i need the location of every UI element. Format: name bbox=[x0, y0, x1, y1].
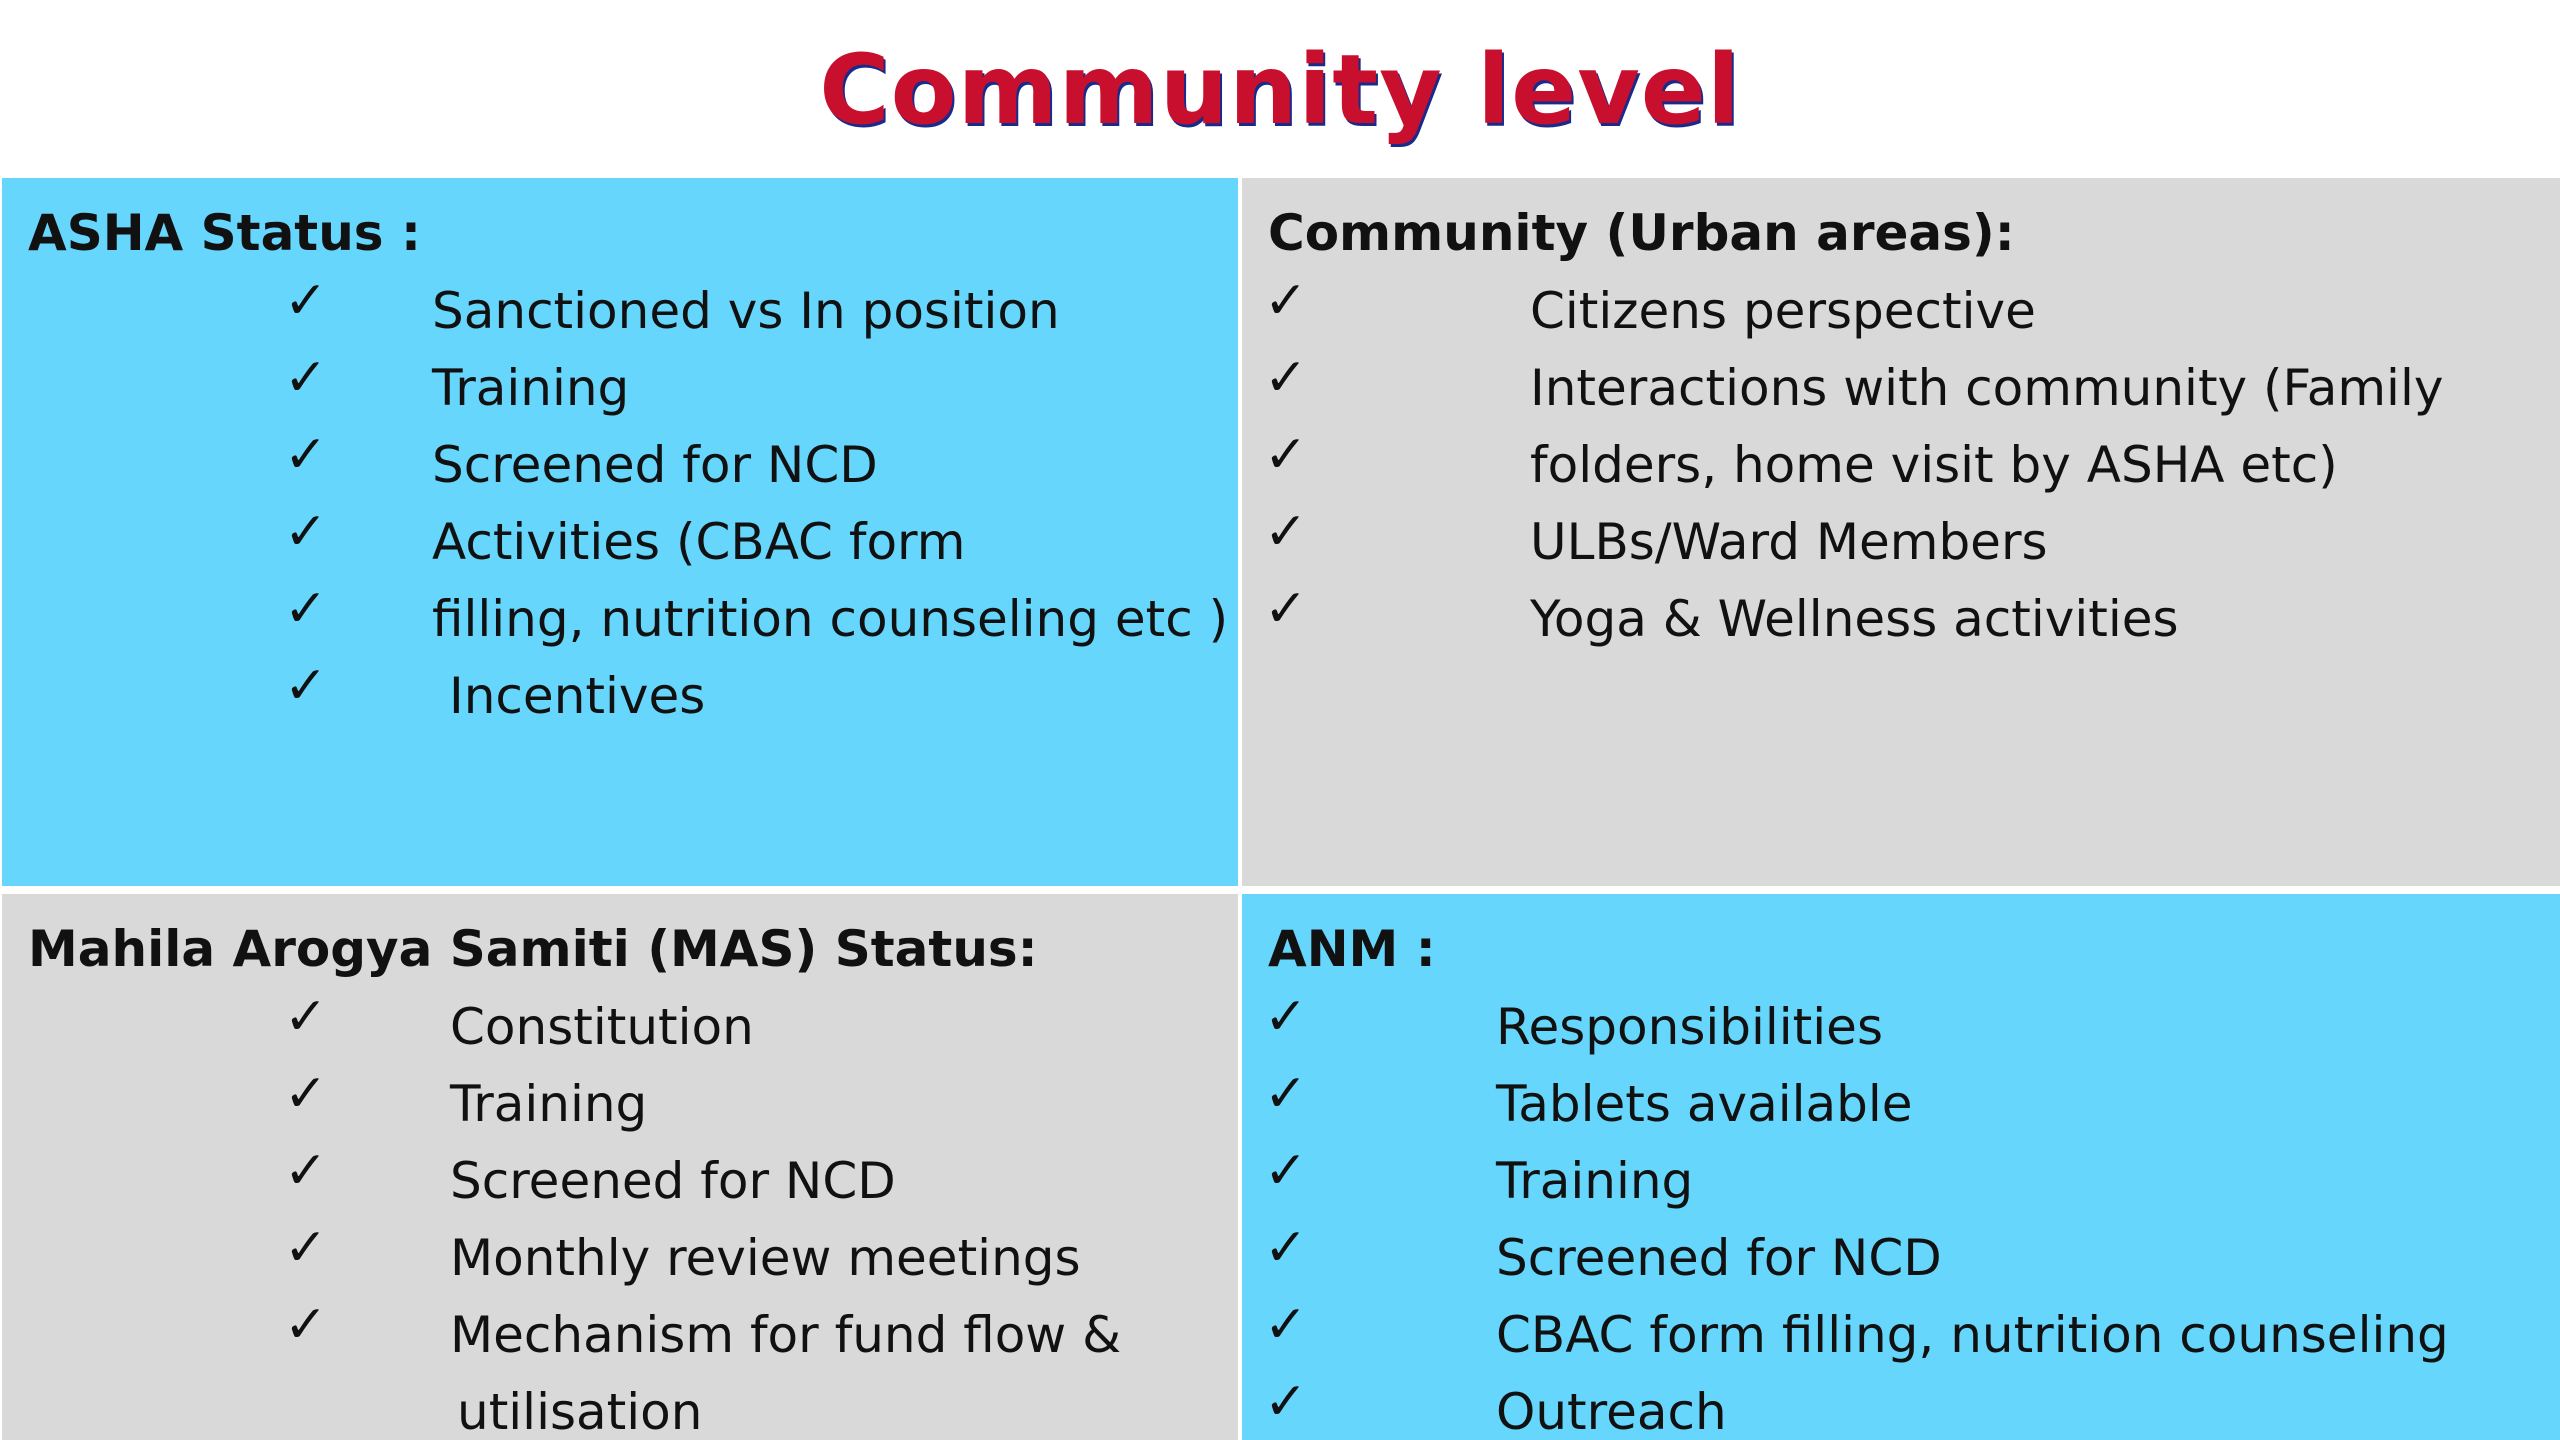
list-item-text: Incentives bbox=[449, 667, 706, 725]
list-item-text: Monthly review meetings bbox=[450, 1229, 1081, 1287]
list-item-text: Training bbox=[432, 359, 630, 417]
mas-status-heading: Mahila Arogya Samiti (MAS) Status: bbox=[28, 920, 1038, 978]
checkmark-icon: ✓ bbox=[1264, 579, 1308, 639]
list-item-text: Interactions with community (Family bbox=[1530, 359, 2444, 417]
asha-status-panel bbox=[2, 178, 1238, 886]
list-item-text: Activities (CBAC form bbox=[432, 513, 966, 571]
list-item-text: Outreach bbox=[1496, 1383, 1727, 1440]
slide-title: Community level bbox=[819, 34, 1741, 146]
checkmark-icon: ✓ bbox=[1264, 1141, 1308, 1201]
list-item bbox=[2, 501, 1238, 578]
list-item bbox=[2, 270, 1238, 347]
list-item bbox=[2, 1217, 1238, 1294]
list-item-text: Constitution bbox=[450, 998, 754, 1056]
quadrant-grid bbox=[0, 176, 2560, 1440]
list-item bbox=[2, 1063, 1238, 1140]
list-item-text: Mechanism for fund flow & bbox=[450, 1306, 1122, 1364]
checkmark-icon: ✓ bbox=[284, 348, 328, 408]
list-item bbox=[1242, 1063, 2560, 1140]
list-item bbox=[1242, 347, 2560, 424]
checkmark-icon: ✓ bbox=[284, 1064, 328, 1124]
list-item bbox=[2, 986, 1238, 1063]
list-item bbox=[1242, 986, 2560, 1063]
list-item bbox=[2, 578, 1238, 655]
list-item-text: Screened for NCD bbox=[450, 1152, 896, 1210]
checkmark-icon: ✓ bbox=[1264, 1295, 1308, 1355]
community-urban-list bbox=[1242, 270, 2560, 655]
list-item bbox=[2, 1294, 1238, 1371]
list-item-text: Training bbox=[1496, 1152, 1694, 1210]
list-item-text: Responsibilities bbox=[1496, 998, 1883, 1056]
list-item bbox=[1242, 270, 2560, 347]
checkmark-icon: ✓ bbox=[284, 271, 328, 331]
list-item-text: ULBs/Ward Members bbox=[1530, 513, 2048, 571]
checkmark-icon: ✓ bbox=[284, 656, 328, 716]
list-item bbox=[1242, 1294, 2560, 1371]
mas-status-list bbox=[2, 986, 1238, 1440]
list-item bbox=[1242, 424, 2560, 501]
asha-status-heading: ASHA Status : bbox=[28, 204, 421, 262]
checkmark-icon: ✓ bbox=[1264, 1218, 1308, 1278]
list-item-text: Screened for NCD bbox=[432, 436, 878, 494]
list-item bbox=[2, 424, 1238, 501]
checkmark-icon: ✓ bbox=[1264, 271, 1308, 331]
checkmark-icon: ✓ bbox=[1264, 348, 1308, 408]
checkmark-icon: ✓ bbox=[284, 1218, 328, 1278]
checkmark-icon: ✓ bbox=[284, 425, 328, 485]
list-item-text: Training bbox=[450, 1075, 648, 1133]
asha-status-list bbox=[2, 270, 1238, 732]
checkmark-icon: ✓ bbox=[284, 1295, 328, 1355]
list-item-text: Citizens perspective bbox=[1530, 282, 2036, 340]
list-item-text: Yoga & Wellness activities bbox=[1530, 590, 2179, 648]
list-item-text: folders, home visit by ASHA etc) bbox=[1530, 436, 2338, 494]
checkmark-icon: ✓ bbox=[284, 987, 328, 1047]
community-urban-heading: Community (Urban areas): bbox=[1268, 204, 2015, 262]
list-item-text: Screened for NCD bbox=[1496, 1229, 1942, 1287]
list-item-text: Sanctioned vs In position bbox=[432, 282, 1060, 340]
list-item bbox=[1242, 1371, 2560, 1440]
checkmark-icon: ✓ bbox=[1264, 1064, 1308, 1124]
list-item-text: Tablets available bbox=[1496, 1075, 1913, 1133]
list-item-continuation bbox=[2, 1371, 1238, 1440]
checkmark-icon: ✓ bbox=[284, 579, 328, 639]
anm-heading: ANM : bbox=[1268, 920, 1436, 978]
list-item-text: filling, nutrition counseling etc ) bbox=[432, 590, 1229, 648]
list-item bbox=[1242, 1217, 2560, 1294]
checkmark-icon: ✓ bbox=[284, 1141, 328, 1201]
checkmark-icon: ✓ bbox=[1264, 1372, 1308, 1432]
community-urban-panel bbox=[1242, 178, 2560, 886]
mas-status-panel bbox=[2, 894, 1238, 1440]
anm-panel bbox=[1242, 894, 2560, 1440]
list-item bbox=[2, 655, 1238, 732]
checkmark-icon: ✓ bbox=[1264, 987, 1308, 1047]
list-item-text: CBAC form filling, nutrition counseling bbox=[1496, 1306, 2449, 1364]
checkmark-icon: ✓ bbox=[1264, 425, 1308, 485]
list-item bbox=[1242, 578, 2560, 655]
list-item bbox=[2, 1140, 1238, 1217]
list-item bbox=[2, 347, 1238, 424]
checkmark-icon: ✓ bbox=[284, 502, 328, 562]
checkmark-icon: ✓ bbox=[1264, 502, 1308, 562]
anm-list bbox=[1242, 986, 2560, 1440]
list-item bbox=[1242, 1140, 2560, 1217]
list-item bbox=[1242, 501, 2560, 578]
list-item-text: utilisation bbox=[457, 1383, 703, 1440]
